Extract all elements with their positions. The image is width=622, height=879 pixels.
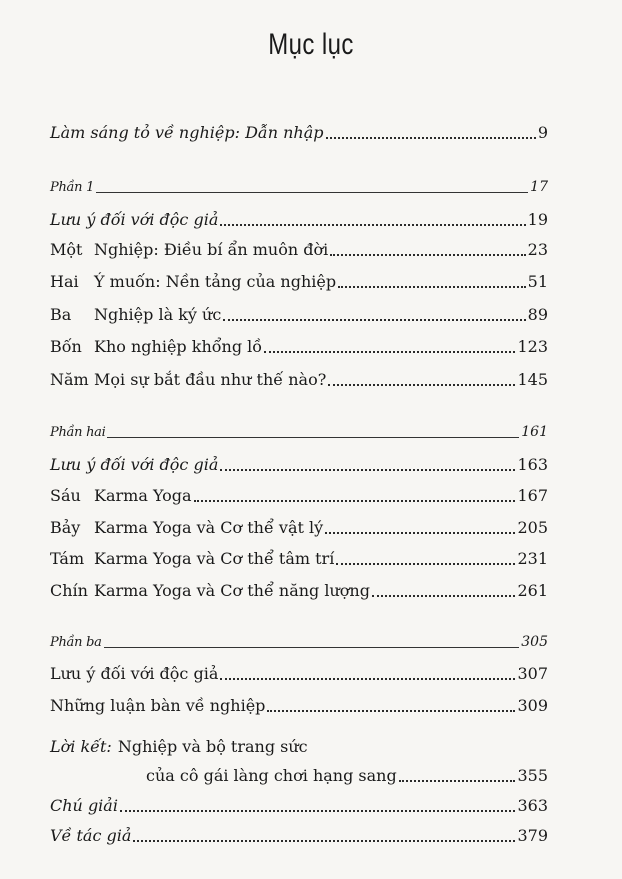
entry-label: của cô gái làng chơi hạng sang [146, 766, 397, 785]
part-label: Phần ba [50, 635, 102, 650]
toc-entry[interactable] [50, 455, 548, 475]
chapter-number: Bốn [50, 337, 82, 356]
dot-leader [220, 664, 515, 680]
entry-label: Làm sáng tỏ về nghiệp: Dẫn nhập [50, 123, 324, 142]
entry-label: Lưu ý đối với độc giả [50, 664, 219, 683]
entry-label: Những luận bàn về nghiệp [50, 696, 266, 715]
dot-leader [325, 518, 515, 534]
toc-entry[interactable] [50, 518, 548, 538]
toc-entry[interactable] [50, 210, 548, 230]
dot-leader [220, 210, 525, 226]
entry-label: Về tác giả [50, 826, 132, 845]
entry-label: Ý muốn: Nền tảng của nghiệp [94, 272, 337, 291]
entry-page: 19 [527, 210, 548, 229]
chapter-number: Năm [50, 370, 89, 389]
dot-leader [220, 455, 515, 471]
entry-label: Mọi sự bắt đầu như thế nào? [94, 370, 327, 389]
toc-entry[interactable] [50, 581, 548, 601]
toc-entry-notes[interactable] [50, 796, 548, 816]
rule-leader [96, 180, 528, 193]
entry-label: Nghiệp và bộ trang sức [117, 737, 308, 756]
dot-leader [372, 581, 515, 597]
chapter-number: Ba [50, 305, 72, 324]
page-title: Mục lục [268, 28, 354, 61]
dot-leader [338, 272, 526, 288]
toc-entry[interactable] [50, 549, 548, 569]
entry-page: 163 [517, 455, 548, 474]
toc-entry-author[interactable] [50, 826, 548, 846]
entry-page: 231 [517, 549, 548, 568]
rule-leader [104, 635, 520, 648]
chapter-number: Hai [50, 272, 79, 291]
entry-page: 205 [517, 518, 548, 537]
dot-leader [330, 240, 525, 256]
entry-page: 261 [517, 581, 548, 600]
entry-page: 161 [521, 424, 548, 440]
toc-entry-intro[interactable] [50, 123, 548, 143]
part-heading-2[interactable] [50, 422, 548, 443]
part-label: Phần hai [50, 425, 106, 440]
toc-entry-epilogue-line2[interactable] [50, 766, 548, 786]
entry-page: 363 [517, 796, 548, 815]
entry-label: Lưu ý đối với độc giả [50, 210, 219, 229]
dot-leader [326, 123, 536, 139]
entry-page: 51 [527, 272, 548, 291]
entry-page: 379 [517, 826, 548, 845]
chapter-number: Sáu [50, 486, 81, 505]
part-heading-3[interactable] [50, 632, 548, 653]
toc-entry[interactable] [50, 305, 548, 325]
epilogue-lead: Lời kết: [50, 737, 112, 756]
entry-label: Nghiệp là ký ức [94, 305, 222, 324]
dot-leader [194, 486, 516, 502]
toc-entry[interactable] [50, 696, 548, 716]
entry-label: Karma Yoga và Cơ thể năng lượng [94, 581, 370, 600]
dot-leader [133, 826, 515, 842]
entry-label: Lưu ý đối với độc giả [50, 455, 219, 474]
entry-page: 17 [530, 179, 548, 195]
toc-entry[interactable] [50, 486, 548, 506]
dot-leader [399, 766, 516, 782]
dot-leader [120, 796, 516, 812]
toc-entry[interactable] [50, 370, 548, 390]
toc-entry[interactable] [50, 272, 548, 292]
entry-page: 9 [537, 123, 548, 142]
chapter-number: Tám [50, 549, 85, 568]
entry-page: 167 [517, 486, 548, 505]
chapter-number: Một [50, 240, 83, 259]
entry-page: 355 [517, 766, 548, 785]
entry-label: Karma Yoga và Cơ thể vật lý [94, 518, 324, 537]
toc-entry[interactable] [50, 240, 548, 260]
entry-page: 305 [521, 634, 548, 650]
entry-label: Kho nghiệp khổng lồ [94, 337, 263, 356]
entry-label: Karma Yoga và Cơ thể tâm trí [94, 549, 335, 568]
dot-leader [336, 549, 515, 565]
entry-page: 307 [517, 664, 548, 683]
chapter-number: Chín [50, 581, 88, 600]
entry-page: 123 [517, 337, 548, 356]
part-label: Phần 1 [50, 180, 95, 195]
entry-label: Karma Yoga [94, 486, 192, 505]
toc-entry-epilogue-line1[interactable] [50, 737, 548, 757]
dot-leader [328, 370, 515, 386]
dot-leader [223, 305, 525, 321]
dot-leader [267, 696, 515, 712]
chapter-number: Bảy [50, 518, 81, 537]
entry-page: 23 [527, 240, 548, 259]
entry-label: Nghiệp: Điều bí ẩn muôn đời [94, 240, 329, 259]
part-heading-1[interactable] [50, 177, 548, 198]
entry-page: 89 [527, 305, 548, 324]
toc-entry[interactable] [50, 337, 548, 357]
dot-leader [264, 337, 515, 353]
entry-page: 145 [517, 370, 548, 389]
rule-leader [107, 425, 519, 438]
entry-page: 309 [517, 696, 548, 715]
entry-label: Chú giải [50, 796, 118, 815]
toc-entry[interactable] [50, 664, 548, 684]
